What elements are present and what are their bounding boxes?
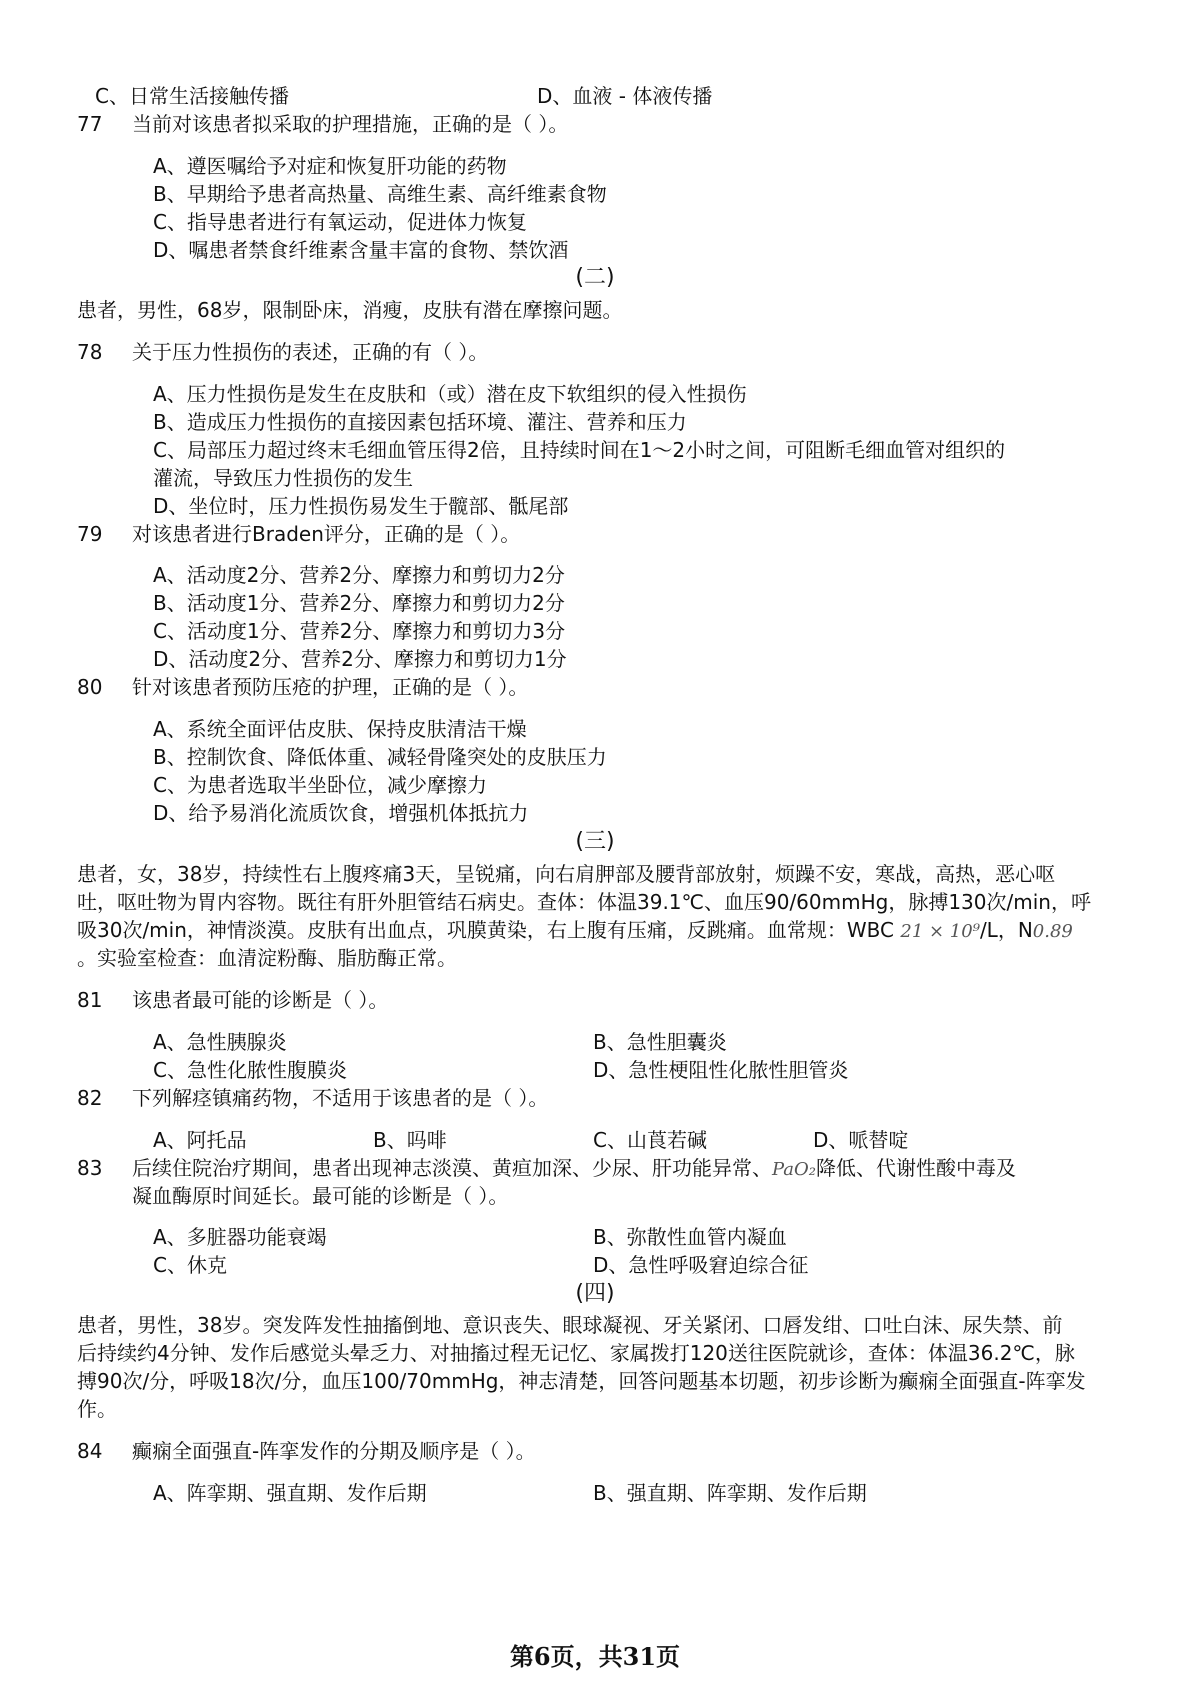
option-a: A、系统全面评估皮肤、保持皮肤清洁干燥 <box>153 717 527 741</box>
option-d: D、给予易消化流质饮食，增强机体抵抗力 <box>153 801 529 825</box>
question-text: 下列解痉镇痛药物，不适用于该患者的是（ ）。 <box>132 1086 549 1110</box>
wbc-value: 21 × 10⁹ <box>900 921 980 942</box>
option-d: D、嘱患者禁食纤维素含量丰富的食物、禁饮酒 <box>153 238 569 262</box>
option-a: A、压力性损伤是发生在皮肤和（或）潜在皮下软组织的侵入性损伤 <box>153 382 747 406</box>
option-a: A、遵医嘱给予对症和恢复肝功能的药物 <box>153 154 507 178</box>
case-stem-line: 。实验室检查：血清淀粉酶、脂肪酶正常。 <box>77 946 457 970</box>
question-number: 83 <box>77 1156 103 1180</box>
question-text-part: 降低、代谢性酸中毒及 <box>816 1156 1017 1180</box>
question-number: 77 <box>77 112 103 136</box>
option-d: D、哌替啶 <box>813 1128 909 1152</box>
question-number: 79 <box>77 522 103 546</box>
question-text: 当前对该患者拟采取的护理措施，正确的是（ ）。 <box>132 112 569 136</box>
option-b: B、控制饮食、降低体重、减轻骨隆突处的皮肤压力 <box>153 745 607 769</box>
question-number: 80 <box>77 675 103 699</box>
case-stem-line: 作。 <box>77 1397 117 1421</box>
option-b: B、造成压力性损伤的直接因素包括环境、灌注、营养和压力 <box>153 410 687 434</box>
question-text: 该患者最可能的诊断是（ ）。 <box>132 988 389 1012</box>
option-c: C、为患者选取半坐卧位，减少摩擦力 <box>153 773 487 797</box>
option-b: B、早期给予患者高热量、高维生素、高纤维素食物 <box>153 182 607 206</box>
question-number: 84 <box>77 1439 103 1463</box>
section-heading: (四) <box>575 1281 615 1306</box>
option-a: A、急性胰腺炎 <box>153 1030 287 1054</box>
option-c: C、急性化脓性腹膜炎 <box>153 1058 347 1082</box>
question-text-part: 后续住院治疗期间，患者出现神志淡漠、黄疸加深、少尿、肝功能异常、 <box>132 1156 772 1180</box>
case-stem-text: 吸30次/min，神情淡漠。皮肤有出血点，巩膜黄染，右上腹有压痛，反跳痛。血常规：WBC <box>77 918 901 942</box>
case-stem-text: /L，N <box>979 918 1033 942</box>
option-b: B、强直期、阵挛期、发作后期 <box>593 1481 867 1505</box>
option-d: D、急性呼吸窘迫综合征 <box>593 1253 809 1277</box>
page-number: 第6页，共31页 <box>509 1642 681 1671</box>
question-text: 关于压力性损伤的表述，正确的有（ ）。 <box>132 340 489 364</box>
option-c: C、休克 <box>153 1253 227 1277</box>
option-b: B、活动度1分、营养2分、摩擦力和剪切力2分 <box>153 591 565 615</box>
option-c: C、局部压力超过终末毛细血管压得2倍，且持续时间在1～2小时之间，可阻断毛细血管对组织的 <box>153 438 1006 462</box>
question-text-continued: 凝血酶原时间延长。最可能的诊断是（ ）。 <box>132 1184 509 1208</box>
case-stem-line: 患者，女，38岁，持续性右上腹疼痛3天，呈锐痛，向右肩胛部及腰背部放射，烦躁不安，寒战，高热，恶心呕 <box>77 862 1056 886</box>
case-stem-line: 吐，呕吐物为胃内容物。既往有肝外胆管结石病史。查体：体温39.1℃、血压90/60mmHg，脉搏130次/min，呼 <box>77 890 1091 914</box>
question-number: 82 <box>77 1086 103 1110</box>
pao2-symbol: PaO₂ <box>772 1159 817 1180</box>
case-stem-line: 搏90次/分，呼吸18次/分，血压100/70mmHg，神志清楚，回答问题基本切题，初步诊断为癫痫全面强直-阵挛发 <box>77 1369 1086 1393</box>
option-c: C、日常生活接触传播 <box>95 84 289 108</box>
question-text: 针对该患者预防压疮的护理，正确的是（ ）。 <box>132 675 529 699</box>
option-a: A、活动度2分、营养2分、摩擦力和剪切力2分 <box>153 563 565 587</box>
option-c: C、山莨若碱 <box>593 1128 707 1152</box>
case-stem: 患者，男性，68岁，限制卧床，消瘦，皮肤有潜在摩擦问题。 <box>77 298 623 322</box>
question-number: 81 <box>77 988 103 1012</box>
option-b: B、吗啡 <box>373 1128 447 1152</box>
option-c: C、指导患者进行有氧运动，促进体力恢复 <box>153 210 527 234</box>
option-c-continued: 灌流，导致压力性损伤的发生 <box>153 466 413 490</box>
question-text: 癫痫全面强直-阵挛发作的分期及顺序是（ ）。 <box>132 1439 536 1463</box>
option-d: D、活动度2分、营养2分、摩擦力和剪切力1分 <box>153 647 567 671</box>
option-a: A、阵挛期、强直期、发作后期 <box>153 1481 427 1505</box>
case-stem-line: 患者，男性，38岁。突发阵发性抽搐倒地、意识丧失、眼球凝视、牙关紧闭、口唇发绀、口吐白沫、尿失禁、前 <box>77 1313 1063 1337</box>
section-heading: (二) <box>575 265 615 290</box>
question-text: 对该患者进行Braden评分，正确的是（ ）。 <box>132 522 521 546</box>
option-a: A、多脏器功能衰竭 <box>153 1225 327 1249</box>
section-heading: (三) <box>575 829 615 854</box>
neutrophil-value: 0.89 <box>1032 921 1073 942</box>
option-b: B、急性胆囊炎 <box>593 1030 727 1054</box>
question-number: 78 <box>77 340 103 364</box>
option-d: D、坐位时，压力性损伤易发生于髋部、骶尾部 <box>153 494 569 518</box>
option-d: D、急性梗阻性化脓性胆管炎 <box>593 1058 849 1082</box>
case-stem-line: 后持续约4分钟、发作后感觉头晕乏力、对抽搐过程无记忆、家属拨打120送往医院就诊，查体：体温36.2℃，脉 <box>77 1341 1075 1365</box>
option-a: A、阿托品 <box>153 1128 247 1152</box>
option-c: C、活动度1分、营养2分、摩擦力和剪切力3分 <box>153 619 566 643</box>
option-b: B、弥散性血管内凝血 <box>593 1225 787 1249</box>
option-d: D、血液 - 体液传播 <box>537 84 713 108</box>
